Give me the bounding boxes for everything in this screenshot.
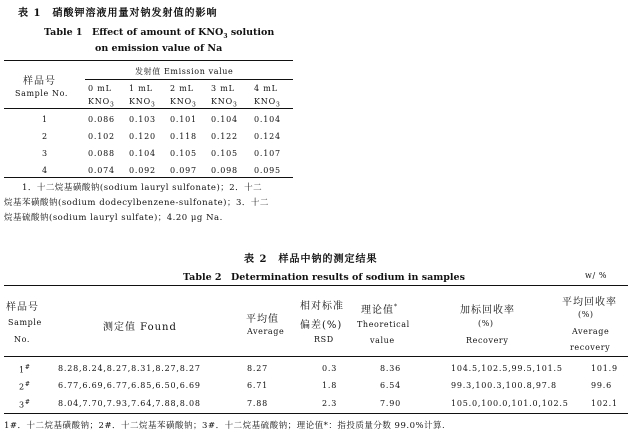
table2-rsd-header-zh1: 相对标准 <box>300 301 344 312</box>
table2-found-header: 测定值 Found <box>103 322 177 333</box>
table2-top-rule <box>4 285 628 286</box>
table1-value: 0.104 <box>129 149 156 158</box>
table1-value: 0.102 <box>88 132 115 141</box>
table2-footnote: 1#．十二烷基磺酸钠；2#．十二烷基苯磺酸钠；3#．十二烷基硫酸钠；理论值*：指投质量分数 99.0%计算. <box>4 421 446 431</box>
table2-avgrec-header-unit: (%) <box>578 310 594 319</box>
table2-theoretical: 8.36 <box>380 364 402 373</box>
table1-value: 0.086 <box>88 115 115 124</box>
table1-sample-no: 2 <box>42 132 48 141</box>
table2-rsd: 1.8 <box>322 381 338 390</box>
table1-note-line1: 1．十二烷基磺酸钠(sodium lauryl sulfonate)；2．十二 <box>22 183 263 193</box>
table1-header-rule <box>4 108 293 109</box>
table1-sample-no: 3 <box>42 149 48 158</box>
table1-sample-header-en: Sample No. <box>15 89 69 98</box>
table2-average: 6.71 <box>247 381 269 390</box>
table1-value: 0.097 <box>170 166 197 175</box>
table2-found: 8.28,8.24,8.27,8.31,8.27,8.27 <box>58 364 201 373</box>
table1-value: 0.107 <box>254 149 281 158</box>
table1-value: 0.098 <box>211 166 238 175</box>
table2-average: 8.27 <box>247 364 269 373</box>
table1-kno-label: $KNO_3$ <box>129 97 156 109</box>
table2-theo-header-zh: 理论值* <box>361 303 398 316</box>
table1-kno-label: $KNO_3$ <box>88 97 115 109</box>
table1-value: 0.092 <box>129 166 156 175</box>
table2-sample-header-en2: No. <box>14 335 31 344</box>
table2-bottom-rule <box>4 413 628 414</box>
table1-note-line3: 烷基硫酸钠(sodium lauryl sulfate)；4.20 μg Na. <box>4 213 223 223</box>
table1-kno-amount: 2 mL <box>170 84 194 93</box>
table2-avg-recovery: 102.1 <box>591 399 618 408</box>
table2-avgrec-header-en2: recovery <box>570 343 611 352</box>
table1-kno-amount: 3 mL <box>211 84 235 93</box>
table1-value: 0.105 <box>211 149 238 158</box>
table2-avg-header-zh: 平均值 <box>246 314 279 325</box>
table2-theo-header-en2: value <box>370 336 395 345</box>
table1-value: 0.120 <box>129 132 156 141</box>
table2-recovery: 105.0,100.0,101.0,102.5 <box>451 399 569 408</box>
table2-unit: w/ % <box>585 271 608 280</box>
table1-value: 0.104 <box>211 115 238 124</box>
table1-value: 0.105 <box>170 149 197 158</box>
table1-sample-no: 1 <box>42 115 48 124</box>
table1-kno-amount: 4 mL <box>254 84 278 93</box>
table2-recovery-header-zh: 加标回收率 <box>460 305 515 316</box>
table2-sample-header-zh: 样品号 <box>6 302 39 313</box>
table2-average: 7.88 <box>247 399 269 408</box>
table2-theoretical: 7.90 <box>380 399 402 408</box>
table1-value: 0.118 <box>170 132 197 141</box>
table1-value: 0.101 <box>170 115 197 124</box>
table1-value: 0.103 <box>129 115 156 124</box>
table1-emission-rule <box>85 79 293 80</box>
table1-value: 0.088 <box>88 149 115 158</box>
table2-recovery-header-en: Recovery <box>466 336 509 345</box>
table2-rsd: 0.3 <box>322 364 338 373</box>
table2-found: 8.04,7.70,7.93,7.64,7.88,8.08 <box>58 399 201 408</box>
table1-value: 0.074 <box>88 166 115 175</box>
table2-found: 6.77,6.69,6.77,6.85,6.50,6.69 <box>58 381 201 390</box>
table1-title-en-line2: on emission value of Na <box>95 43 223 54</box>
table1-kno-amount: 0 mL <box>88 84 112 93</box>
table2-recovery: 104.5,102.5,99.5,101.5 <box>451 364 563 373</box>
table2-recovery-header-unit: (%) <box>478 319 494 328</box>
table1-emission-header: 发射值 Emission value <box>135 67 234 76</box>
table1-kno-amount: 1 mL <box>129 84 153 93</box>
table1-title-zh: 表 1 硝酸钾溶液用量对钠发射值的影响 <box>18 8 218 19</box>
table1-sample-header-zh: 样品号 <box>23 76 56 87</box>
table2-theo-header-en1: Theoretical <box>357 320 410 329</box>
table1-kno-label: $KNO_3$ <box>170 97 197 109</box>
table2-sample-no: 1# <box>19 364 31 375</box>
table2-avg-recovery: 99.6 <box>591 381 613 390</box>
table2-sample-no: 3# <box>19 399 31 410</box>
table2-avg-header-en: Average <box>247 327 285 336</box>
table2-recovery: 99.3,100.3,100.8,97.8 <box>451 381 557 390</box>
table2-avgrec-header-en1: Average <box>572 327 610 336</box>
table1-kno-label: $KNO_3$ <box>211 97 238 109</box>
table2-rsd-header-zh2: 偏差(%) <box>300 320 343 331</box>
table2-avgrec-header-zh: 平均回收率 <box>562 297 617 308</box>
table1-note-line2: 烷基苯磺酸钠(sodium dodecylbenzene-sulfonate)；3．十二 <box>4 198 269 208</box>
table1-title-en-line1: Table 1 Effect of amount of $KNO_3$ solution <box>44 27 275 40</box>
table1-sample-no: 4 <box>42 166 48 175</box>
table2-title-zh: 表 2 样品中钠的测定结果 <box>244 254 378 265</box>
table2-header-rule <box>4 356 628 357</box>
table2-rsd-header-en: RSD <box>314 335 334 344</box>
table2-sample-header-en1: Sample <box>8 318 42 327</box>
table1-bottom-rule <box>4 177 293 178</box>
table2-theoretical: 6.54 <box>380 381 402 390</box>
table1-value: 0.124 <box>254 132 281 141</box>
table2-rsd: 2.3 <box>322 399 338 408</box>
table1-value: 0.122 <box>211 132 238 141</box>
table1-value: 0.095 <box>254 166 281 175</box>
table1-value: 0.104 <box>254 115 281 124</box>
table2-avg-recovery: 101.9 <box>591 364 618 373</box>
table2-sample-no: 2# <box>19 381 31 392</box>
table2-title-en: Table 2 Determination results of sodium in samples <box>183 272 465 283</box>
table1-top-rule <box>4 60 293 61</box>
table1-kno-label: $KNO_3$ <box>254 97 281 109</box>
